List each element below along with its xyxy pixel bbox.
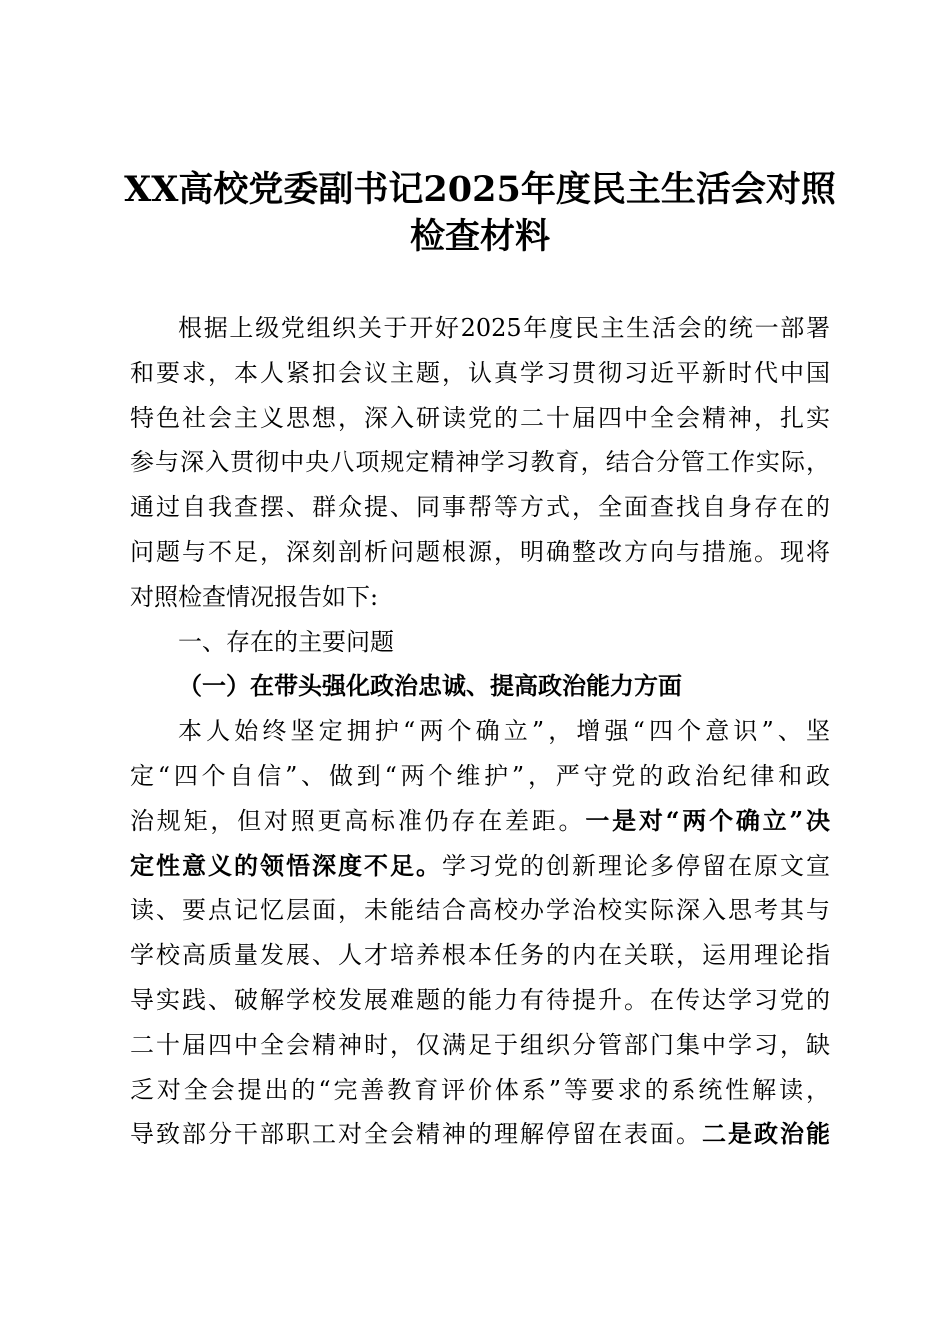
text-line [130,754,830,799]
text-run: 特色社会主义思想，深入研读党的二十届四中全会精神，扎实 [130,403,830,432]
subsection-heading [130,664,830,709]
section-heading [130,620,830,665]
text-run: 读、要点记忆层面，未能结合高校办学治校实际深入思考其与 [130,896,830,925]
text-line [130,1112,830,1157]
text-line [130,844,830,889]
text-line [130,530,830,575]
text-run: 参与深入贯彻中央八项规定精神学习教育，结合分管工作实际， [130,448,830,477]
bold-text: 一是对“两个确立”决 [585,805,831,835]
text-run: 通过自我查摆、群众提、同事帮等方式，全面查找自身存在的 [130,493,830,522]
text-line [130,351,830,396]
text-run: 和要求，本人紧扣会议主题，认真学习贯彻习近平新时代中国 [130,358,830,387]
text-line [130,709,830,754]
text-run: 治规矩，但对照更高标准仍存在差距。 [130,806,586,835]
text-run: 乏对全会提出的“完善教育评价体系”等要求的系统性解读， [130,1075,830,1104]
text-line [130,440,830,485]
document-body [130,306,830,1157]
title-line-2: 检查材料 [409,216,550,257]
text-line [130,306,830,351]
text-line [130,575,830,620]
text-line [130,888,830,933]
text-run: 定“四个自信”、做到“两个维护”，严守党的政治纪律和政 [130,761,830,790]
document-title [120,166,840,260]
text-run: 学习党的创新理论多停留在原文宣 [442,851,830,880]
bold-text: 二是政治能 [702,1119,830,1149]
text-line [130,933,830,978]
text-run: 根据上级党组织关于开好2025年度民主生活会的统一部署 [178,314,830,342]
text-line [130,485,830,530]
text-run: 导实践、破解学校发展难题的能力有待提升。在传达学习党的 [130,985,830,1014]
text-run: 导致部分干部职工对全会精神的理解停留在表面。 [130,1120,702,1149]
text-run: 学校高质量发展、人才培养根本任务的内在关联，运用理论指 [130,941,830,970]
text-line [130,396,830,441]
text-line [130,978,830,1023]
text-line [130,1068,830,1113]
title-line-1: XX高校党委副书记2025年度民主生活会对照 [124,169,836,210]
text-line [130,799,830,844]
bold-text: （一）在带头强化政治忠诚、提高政治能力方面 [178,671,682,701]
text-run: 二十届四中全会精神时，仅满足于组织分管部门集中学习，缺 [130,1030,830,1059]
text-run: 问题与不足，深刻剖析问题根源，明确整改方向与措施。现将 [130,537,830,566]
text-line [130,1023,830,1068]
text-run: 本人始终坚定拥护“两个确立”，增强“四个意识”、坚 [178,717,830,746]
text-run: 一、存在的主要问题 [178,627,394,656]
text-run: 对照检查情况报告如下: [130,582,379,611]
bold-text: 定性意义的领悟深度不足。 [130,850,442,880]
